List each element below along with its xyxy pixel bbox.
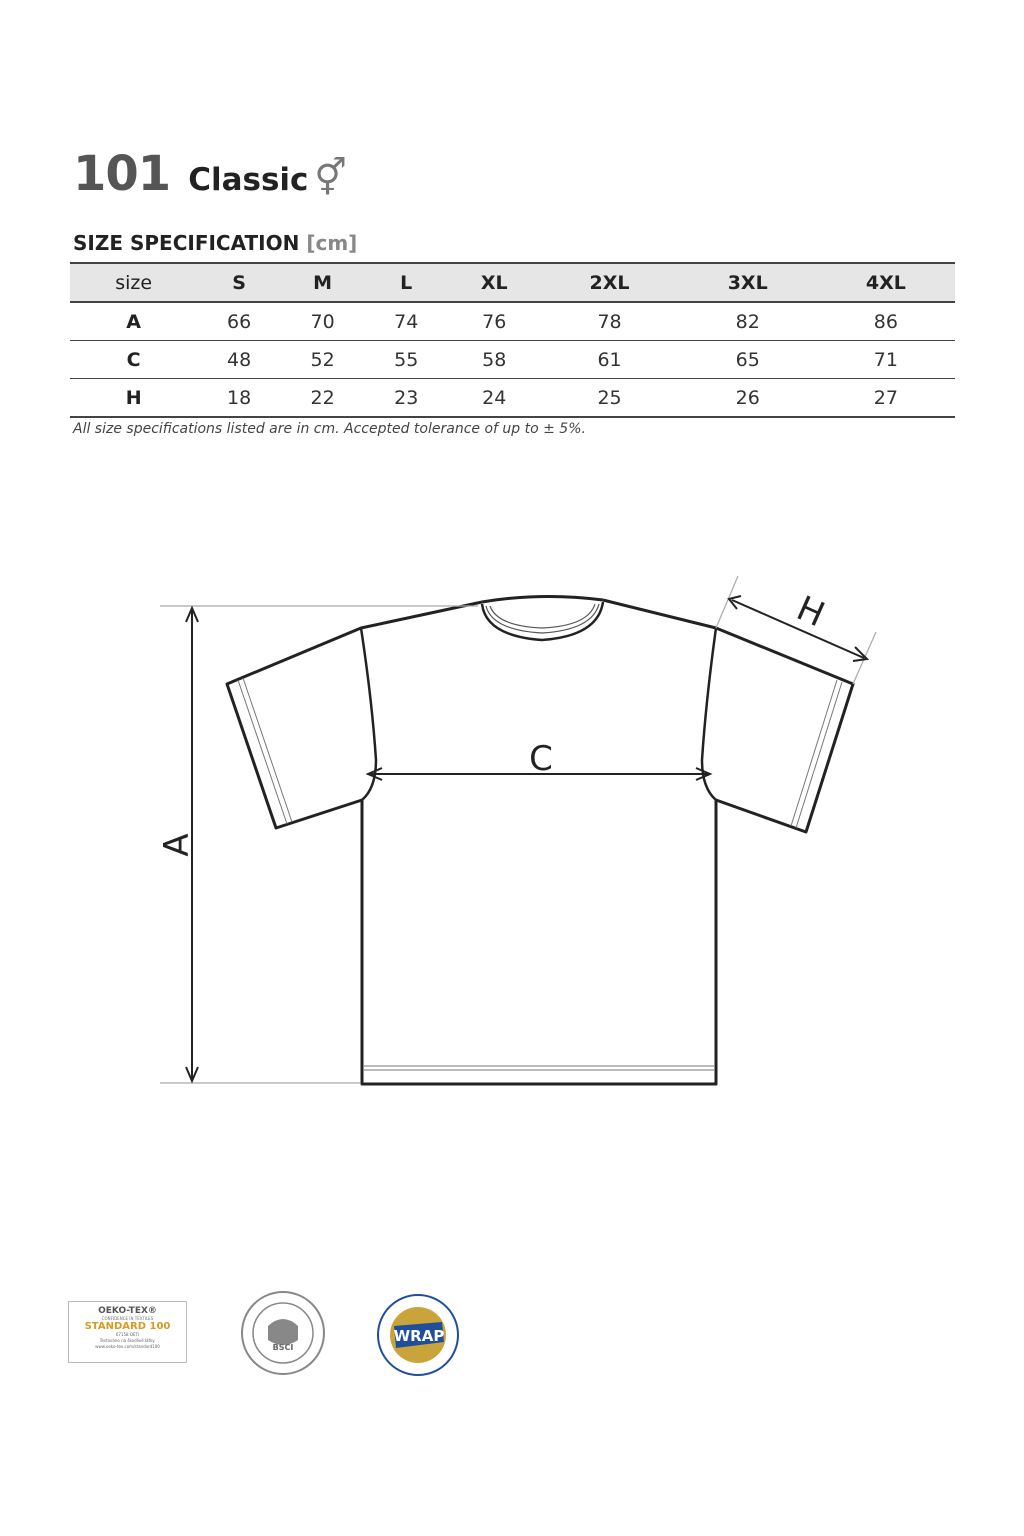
table-cell: 55 (364, 341, 448, 379)
tshirt-diagram (0, 560, 1024, 1100)
table-cell: 22 (281, 379, 365, 418)
table-cell: 52 (281, 341, 365, 379)
unisex-icon: ⚥ (314, 158, 347, 199)
product-code: 101 (73, 146, 171, 202)
table-cell: 66 (197, 302, 281, 341)
dimension-a (160, 606, 478, 1083)
table-cell: 48 (197, 341, 281, 379)
oeko-line5: Testováno na škodlivé látky. (99, 1338, 156, 1343)
size-spec-unit: [cm] (306, 231, 358, 255)
table-cell: 86 (817, 302, 955, 341)
wrap-center: WRAP (393, 1327, 445, 1345)
table-cell: 65 (679, 341, 817, 379)
table-cell: 23 (364, 379, 448, 418)
bsci-hand-icon (268, 1319, 298, 1345)
table-cell: 71 (817, 341, 955, 379)
size-header-label: size (70, 263, 197, 302)
oeko-line1: OEKO-TEX® (98, 1306, 157, 1316)
table-cell: 76 (448, 302, 540, 341)
bsci-center: BSCI (272, 1343, 294, 1352)
table-cell: 25 (540, 379, 678, 418)
oeko-line6: www.oeko-tex.com/standard100 (95, 1344, 160, 1349)
certification-logos (0, 1290, 1024, 1390)
bottom-hem (364, 1066, 714, 1070)
size-col-header: XL (448, 263, 540, 302)
size-spec-title: SIZE SPECIFICATION (73, 231, 300, 255)
size-col-header: L (364, 263, 448, 302)
table-cell: 61 (540, 341, 678, 379)
size-col-header: 4XL (817, 263, 955, 302)
size-col-header: 2XL (540, 263, 678, 302)
row-label: C (70, 341, 197, 379)
label-c: C (529, 739, 553, 779)
product-name: Classic (188, 162, 309, 198)
size-table (70, 262, 955, 418)
table-cell: 70 (281, 302, 365, 341)
label-h: H (790, 588, 831, 636)
table-cell: 58 (448, 341, 540, 379)
size-col-header: S (197, 263, 281, 302)
product-title (73, 146, 347, 202)
table-cell: 82 (679, 302, 817, 341)
tolerance-note: All size specifications listed are in cm. Accepted tolerance of up to ± 5%. (73, 421, 586, 437)
table-cell: 74 (364, 302, 448, 341)
size-header-row (70, 263, 955, 302)
row-label: A (70, 302, 197, 341)
size-col-header: M (281, 263, 365, 302)
table-cell: 18 (197, 379, 281, 418)
table-cell: 26 (679, 379, 817, 418)
row-label: H (70, 379, 197, 418)
dimension-h (716, 576, 876, 684)
table-row (70, 302, 955, 341)
oeko-line4: 67158 OETI (115, 1332, 140, 1337)
wrap-logo (372, 1292, 464, 1378)
table-cell: 24 (448, 379, 540, 418)
tshirt-outline (227, 596, 853, 1084)
collar-rib (482, 602, 603, 640)
table-cell: 78 (540, 302, 678, 341)
oeko-line3: STANDARD 100 (84, 1321, 171, 1332)
table-row (70, 341, 955, 379)
oeko-tex-logo (68, 1301, 187, 1363)
oeko-line2: CONFIDENCE IN TEXTILES (101, 1316, 154, 1321)
bsci-logo (240, 1290, 326, 1376)
size-col-header: 3XL (679, 263, 817, 302)
table-cell: 27 (817, 379, 955, 418)
size-spec-heading (73, 231, 357, 255)
table-row (70, 379, 955, 418)
label-a: A (157, 833, 197, 857)
